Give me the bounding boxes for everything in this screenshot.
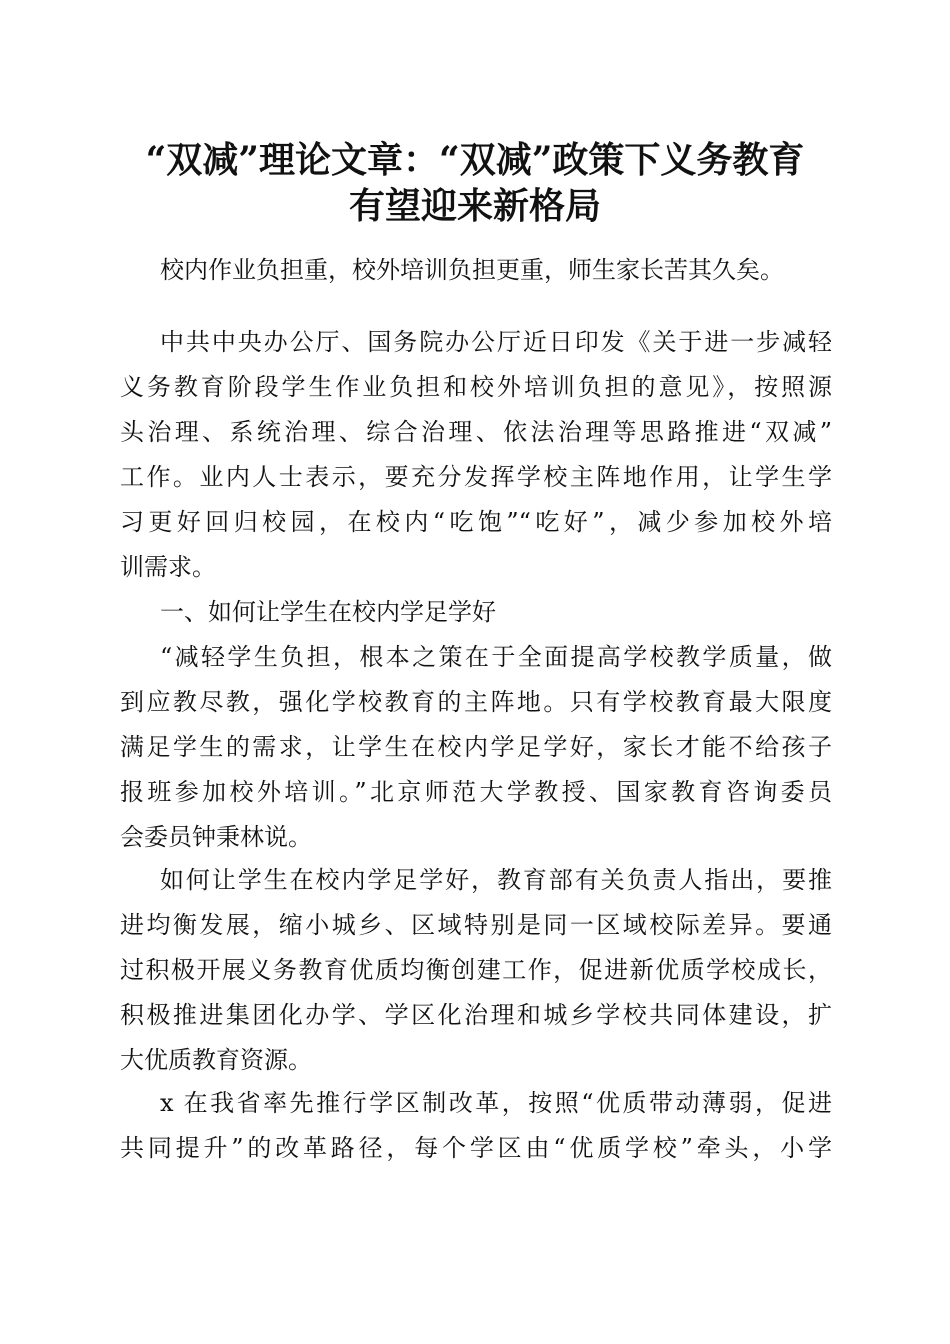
paragraph-line: 大优质教育资源。 <box>120 1046 312 1074</box>
document-title-line-2: 有望迎来新格局 <box>348 185 601 227</box>
paragraph-line: 校内作业负担重，校外培训负担更重，师生家长苦其久矣。 <box>160 256 784 284</box>
paragraph-line: 过积极开展义务教育优质均衡创建工作，促进新优质学校成长， <box>120 956 832 984</box>
paragraph-line: “减轻学生负担，根本之策在于全面提高学校教学质量，做 <box>160 643 832 671</box>
paragraph-line: 共同提升”的改革路径，每个学区由“优质学校”牵头，小学 <box>120 1134 832 1162</box>
paragraph-line: 报班参加校外培训。”北京师范大学教授、国家教育咨询委员 <box>120 778 832 806</box>
section-heading: 一、如何让学生在校内学足学好 <box>160 598 496 626</box>
paragraph-line: 训需求。 <box>120 553 216 581</box>
paragraph-line: 习更好回归校园，在校内“吃饱”“吃好”，减少参加校外培 <box>120 508 832 536</box>
paragraph-line: 进均衡发展，缩小城乡、区域特别是同一区域校际差异。要通 <box>120 911 832 939</box>
paragraph-line: 到应教尽教，强化学校教育的主阵地。只有学校教育最大限度 <box>120 688 832 716</box>
document-title-line-1: “双减”理论文章：“双减”政策下义务教育 <box>145 139 805 181</box>
paragraph-line: 义务教育阶段学生作业负担和校外培训负担的意见》，按照源 <box>120 373 832 401</box>
paragraph-line: 工作。业内人士表示，要充分发挥学校主阵地作用，让学生学 <box>120 463 832 491</box>
paragraph-line: 积极推进集团化办学、学区化治理和城乡学校共同体建设，扩 <box>120 1001 832 1029</box>
paragraph-line: 头治理、系统治理、综合治理、依法治理等思路推进“双减” <box>120 418 832 446</box>
paragraph-line: 中共中央办公厅、国务院办公厅近日印发《关于进一步减轻 <box>160 328 832 356</box>
paragraph-line: 满足学生的需求，让学生在校内学足学好，家长才能不给孩子 <box>120 733 832 761</box>
paragraph-line: x 在我省率先推行学区制改革，按照“优质带动薄弱，促进 <box>160 1089 832 1117</box>
paragraph-line: 如何让学生在校内学足学好，教育部有关负责人指出，要推 <box>160 866 832 894</box>
paragraph-line: 会委员钟秉林说。 <box>120 823 312 851</box>
